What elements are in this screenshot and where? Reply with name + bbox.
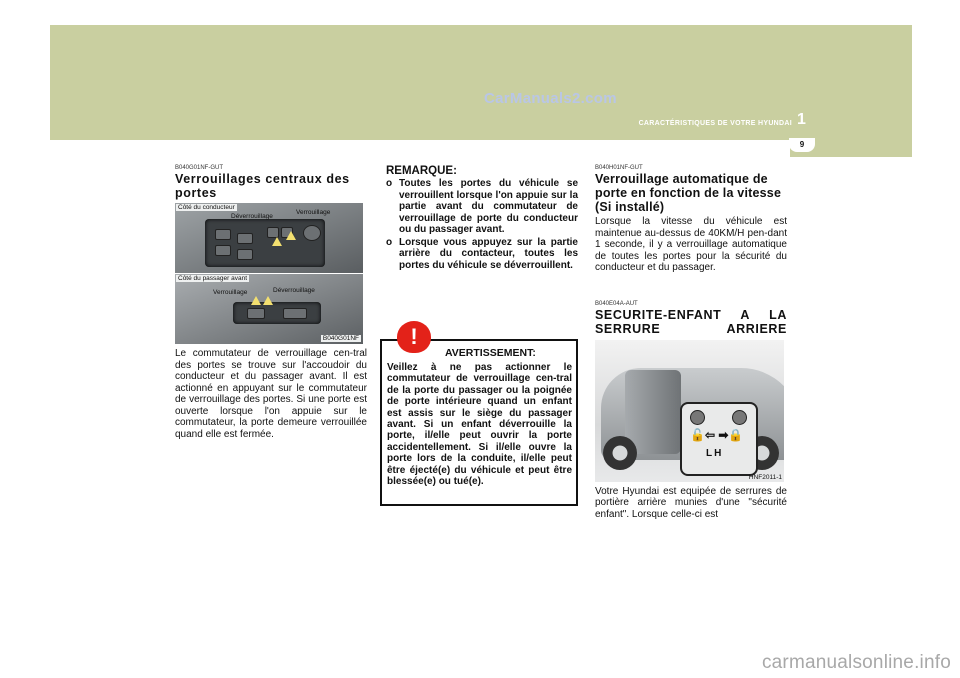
body-text: Le commutateur de verrouillage cen-tral des portes se trouve sur l'accoudoir du conducteur et du passager avant. Il est actionné en appuyant sur le commutateur de verrouillage des portes. Si une porte est ouverte lorsque l'on appuie sur le commutateur, la porte demeure verrouillée quand elle est fermée. [175,348,367,440]
passenger-side-switch-photo [175,274,363,344]
image-code: B040G01NF [322,335,359,342]
section-code: B040E04A-AUT [595,300,638,307]
section-heading: SECURITE-ENFANT A LA SERRURE ARRIERE [595,307,787,336]
remarque-title: REMARQUE: [386,165,457,177]
warning-title: AVERTISSEMENT: [445,347,536,359]
pointer-arrow-icon [272,237,282,246]
window-switch [215,229,231,240]
window-switch [283,308,307,319]
pointer-arrow-icon [263,296,273,305]
pointer-arrow-icon [286,231,296,240]
car-wheel [603,436,637,470]
lock-side-label: LH [706,447,724,459]
mirror-knob [303,225,321,241]
window-switch [237,249,253,260]
list-item-text: Lorsque vous appuyez sur la partie arrière du contacteur, toutes les portes du véhicule se déverrouillent. [399,236,578,271]
child-lock-photo [595,340,784,482]
list-item [386,237,578,272]
page-number: 9 [789,138,815,152]
chapter-number: 1 [797,111,806,128]
warning-box [380,324,578,506]
list-item [386,178,578,236]
column-central-locking [175,165,367,440]
top-watermark[interactable]: CarManuals2.com [484,90,617,107]
lock-switch [247,308,265,319]
bottom-watermark[interactable]: carmanualsonline.info [761,652,951,673]
bullet-glyph: o [386,178,393,189]
lock-knob [690,410,705,425]
lock-direction-icon: 🔓⇦ ➡🔒 [690,427,744,442]
photo-label-driver-side: Côté du conducteur [178,204,235,211]
list-item-text: Toutes les portes du véhicule se verrouillent lorsque l'on appuie sur la partie avant du commutateur de verrouillage de porte du conducteur ou du passager avant. [399,178,578,235]
section-heading: Verrouillage automatique de porte en fonction de la vitesse (Si installé) [595,172,782,214]
section-code: B040G01NF-GUT [175,165,224,171]
remarque-list [386,178,578,271]
lock-knob [732,410,747,425]
body-text: Lorsque la vitesse du véhicule est maintenue au-dessus de 40KM/H pen-dant 1 seconde, il y a verrouillage automatique de toutes les portes pour la sécurité du conducteur et du passager. [595,216,787,273]
pointer-arrow-icon [251,296,261,305]
image-code: HNF2011-1 [748,473,782,481]
photo-label-lock: Verrouillage [296,209,331,216]
window-switch [215,245,231,256]
child-lock-inset [680,402,758,476]
warning-text: Veillez à ne pas actionner le commutateur de verrouillage cen-tral de la porte du passager ou la poignée de porte intérieure quand un enfant est assis sur le siège du passager avant. Si un enfant déverrouille la porte, il/elle peut ouvrir la porte accidentellement. Si il/elle ouvre la porte lors de la conduite, il/elle peut être éjecté(e) du véhicule et peut être blessée(e) ou tué(e). [387,362,572,488]
column-auto-lock [595,165,787,520]
rear-door [625,370,681,454]
window-switch [237,233,253,244]
warning-icon: ! [397,321,431,353]
section-title: CARACTÉRISTIQUES DE VOTRE HYUNDAI [638,120,792,127]
body-text: Votre Hyundai est equipée de serrures de portière arrière munies d'une "sécurité enfant". Lorsque celle-ci est [595,485,787,520]
bullet-glyph: o [386,236,393,248]
photo-label-unlock: Déverrouillage [273,287,315,294]
section-code: B040H01NF-GUT [595,165,643,171]
photo-label-passenger-side: Côté du passager avant [178,275,248,282]
photo-label-unlock: Déverrouillage [231,213,273,220]
photo-label-lock: Verrouillage [213,289,248,296]
column-remarque [386,165,578,272]
driver-side-switch-photo [175,203,363,273]
section-heading: Verrouillages centraux des portes [175,172,350,200]
